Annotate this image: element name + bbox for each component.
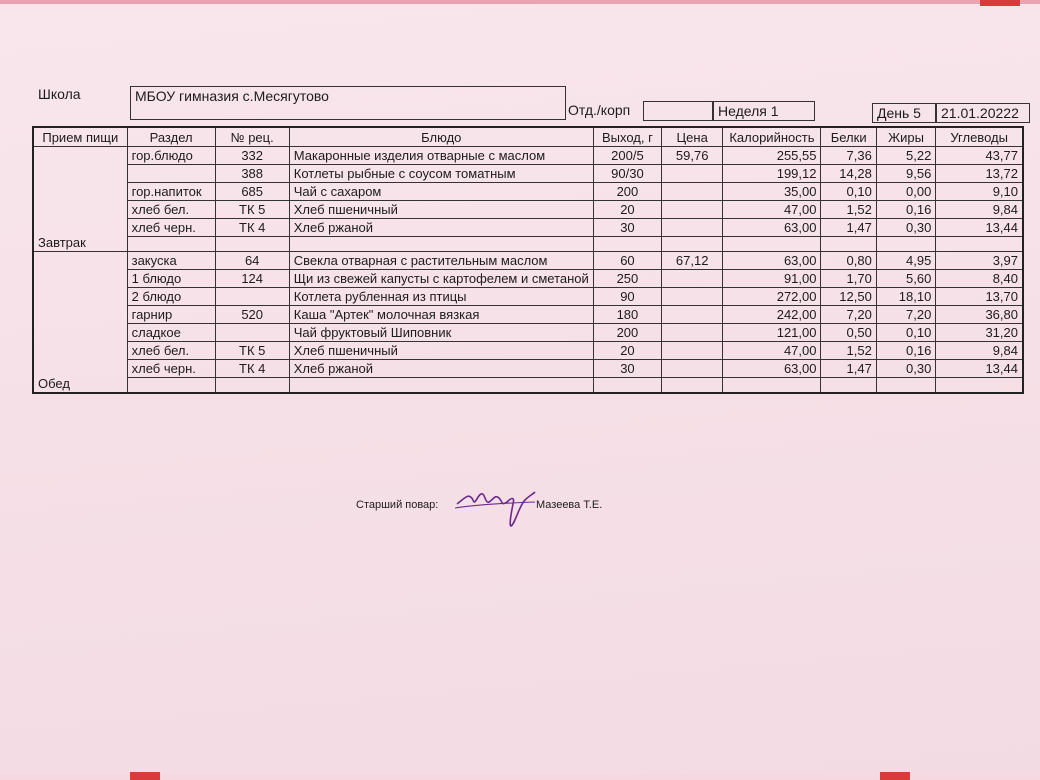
cell-recipe: ТК 4 [215, 360, 289, 378]
cell-recipe: 64 [215, 252, 289, 270]
cell-protein: 1,52 [821, 342, 876, 360]
meal-name: Завтрак [33, 147, 127, 252]
cell-price [662, 270, 723, 288]
cell-recipe: 332 [215, 147, 289, 165]
cell-section: 2 блюдо [127, 288, 215, 306]
cell-kcal: 63,00 [723, 219, 821, 237]
cell-section: гор.напиток [127, 183, 215, 201]
empty-cell [662, 378, 723, 394]
empty-cell [876, 237, 935, 252]
cell-price [662, 342, 723, 360]
cell-fat: 5,22 [876, 147, 935, 165]
cell-recipe: ТК 5 [215, 342, 289, 360]
empty-cell [289, 378, 593, 394]
table-row [33, 147, 1023, 165]
empty-cell [821, 237, 876, 252]
cell-yield: 200 [593, 183, 661, 201]
cell-price [662, 183, 723, 201]
cell-recipe: ТК 4 [215, 219, 289, 237]
table-row [33, 219, 1023, 237]
cell-kcal: 255,55 [723, 147, 821, 165]
cell-dish: Щи из свежей капусты с картофелем и сметаной [289, 270, 593, 288]
cell-carbs: 43,77 [936, 147, 1023, 165]
empty-cell [936, 378, 1023, 394]
empty-cell [821, 378, 876, 394]
cell-fat: 7,20 [876, 306, 935, 324]
empty-cell [593, 237, 661, 252]
empty-cell [723, 237, 821, 252]
empty-cell [936, 237, 1023, 252]
cell-protein: 0,80 [821, 252, 876, 270]
cell-protein: 7,36 [821, 147, 876, 165]
cell-recipe: ТК 5 [215, 201, 289, 219]
cell-fat: 4,95 [876, 252, 935, 270]
cell-recipe: 124 [215, 270, 289, 288]
cell-dish: Хлеб пшеничный [289, 201, 593, 219]
cell-kcal: 63,00 [723, 252, 821, 270]
table-row [33, 183, 1023, 201]
cell-fat: 0,10 [876, 324, 935, 342]
col-header: Прием пищи [33, 127, 127, 147]
cell-yield: 90 [593, 288, 661, 306]
cell-section: хлеб черн. [127, 360, 215, 378]
empty-cell [215, 378, 289, 394]
table-row [33, 324, 1023, 342]
cell-price: 67,12 [662, 252, 723, 270]
cell-fat: 0,16 [876, 201, 935, 219]
table-row [33, 252, 1023, 270]
cell-fat: 0,30 [876, 219, 935, 237]
cell-dish: Каша "Артек" молочная вязкая [289, 306, 593, 324]
cell-yield: 200 [593, 324, 661, 342]
spacer-row [33, 237, 1023, 252]
chef-label: Старший повар: [356, 499, 439, 511]
cell-protein: 1,47 [821, 219, 876, 237]
cell-yield: 250 [593, 270, 661, 288]
cell-yield: 30 [593, 219, 661, 237]
cell-price: 59,76 [662, 147, 723, 165]
cell-yield: 30 [593, 360, 661, 378]
tape-mark [980, 0, 1020, 6]
cell-carbs: 9,10 [936, 183, 1023, 201]
cell-section: гарнир [127, 306, 215, 324]
cell-yield: 20 [593, 201, 661, 219]
cell-price [662, 219, 723, 237]
cell-kcal: 35,00 [723, 183, 821, 201]
school-name-field [130, 86, 566, 120]
empty-cell [127, 378, 215, 394]
empty-cell [723, 378, 821, 394]
date-field: 21.01.20222 [936, 103, 1030, 123]
cell-yield: 200/5 [593, 147, 661, 165]
school-name: МБОУ гимназия с.Месягутово [135, 88, 329, 104]
cell-protein: 1,70 [821, 270, 876, 288]
table-row [33, 270, 1023, 288]
cell-kcal: 47,00 [723, 201, 821, 219]
cell-carbs: 13,44 [936, 360, 1023, 378]
cell-fat: 0,16 [876, 342, 935, 360]
cell-section: гор.блюдо [127, 147, 215, 165]
table-row [33, 201, 1023, 219]
cell-recipe: 388 [215, 165, 289, 183]
cell-dish: Свекла отварная с растительным маслом [289, 252, 593, 270]
cell-section: закуска [127, 252, 215, 270]
cell-price [662, 360, 723, 378]
cell-yield: 60 [593, 252, 661, 270]
cell-protein: 0,50 [821, 324, 876, 342]
col-header: Выход, г [593, 127, 661, 147]
cell-dish: Чай с сахаром [289, 183, 593, 201]
cell-dish: Хлеб ржаной [289, 219, 593, 237]
cell-kcal: 272,00 [723, 288, 821, 306]
cell-carbs: 9,84 [936, 342, 1023, 360]
cell-carbs: 36,80 [936, 306, 1023, 324]
empty-cell [876, 378, 935, 394]
cell-recipe [215, 288, 289, 306]
empty-cell [662, 237, 723, 252]
chef-name: Мазеева Т.Е. [536, 499, 603, 511]
cell-protein: 1,47 [821, 360, 876, 378]
cell-dish: Хлеб ржаной [289, 360, 593, 378]
cell-kcal: 199,12 [723, 165, 821, 183]
table-row [33, 342, 1023, 360]
cell-kcal: 63,00 [723, 360, 821, 378]
cell-protein: 7,20 [821, 306, 876, 324]
col-header: Жиры [876, 127, 935, 147]
cell-price [662, 288, 723, 306]
cell-carbs: 13,44 [936, 219, 1023, 237]
cell-yield: 90/30 [593, 165, 661, 183]
cell-carbs: 31,20 [936, 324, 1023, 342]
cell-recipe: 685 [215, 183, 289, 201]
cell-protein: 14,28 [821, 165, 876, 183]
empty-cell [593, 378, 661, 394]
day-field: День 5 [872, 103, 936, 123]
cell-carbs: 8,40 [936, 270, 1023, 288]
empty-cell [215, 237, 289, 252]
header-row [33, 127, 1023, 147]
week-field: Неделя 1 [713, 101, 815, 121]
meal-name: Обед [33, 252, 127, 394]
cell-section: сладкое [127, 324, 215, 342]
col-header: Раздел [127, 127, 215, 147]
cell-protein: 0,10 [821, 183, 876, 201]
cell-dish: Котлеты рыбные с соусом томатным [289, 165, 593, 183]
tape-mark [880, 772, 910, 780]
cell-price [662, 165, 723, 183]
cell-price [662, 306, 723, 324]
cell-price [662, 324, 723, 342]
cell-fat: 5,60 [876, 270, 935, 288]
col-header: Белки [821, 127, 876, 147]
cell-dish: Хлеб пшеничный [289, 342, 593, 360]
cell-section: хлеб черн. [127, 219, 215, 237]
cell-section [127, 165, 215, 183]
school-label: Школа [38, 86, 81, 102]
cell-fat: 9,56 [876, 165, 935, 183]
dept-field [643, 101, 713, 121]
cell-fat: 18,10 [876, 288, 935, 306]
menu-sheet [0, 4, 1040, 774]
cell-section: хлеб бел. [127, 342, 215, 360]
cell-carbs: 13,72 [936, 165, 1023, 183]
tape-mark [130, 772, 160, 780]
chef-signature [455, 486, 537, 532]
cell-recipe [215, 324, 289, 342]
table-row [33, 360, 1023, 378]
cell-dish: Котлета рубленная из птицы [289, 288, 593, 306]
cell-carbs: 9,84 [936, 201, 1023, 219]
cell-yield: 20 [593, 342, 661, 360]
cell-recipe: 520 [215, 306, 289, 324]
cell-kcal: 47,00 [723, 342, 821, 360]
cell-yield: 180 [593, 306, 661, 324]
cell-carbs: 3,97 [936, 252, 1023, 270]
dept-label: Отд./корп [568, 102, 631, 118]
col-header: Цена [662, 127, 723, 147]
col-header: Калорийность [723, 127, 821, 147]
col-header: Углеводы [936, 127, 1023, 147]
table-row [33, 165, 1023, 183]
cell-section: хлеб бел. [127, 201, 215, 219]
cell-protein: 1,52 [821, 201, 876, 219]
empty-cell [127, 237, 215, 252]
cell-dish: Макаронные изделия отварные с маслом [289, 147, 593, 165]
spacer-row [33, 378, 1023, 394]
cell-kcal: 121,00 [723, 324, 821, 342]
cell-carbs: 13,70 [936, 288, 1023, 306]
cell-section: 1 блюдо [127, 270, 215, 288]
col-header: Блюдо [289, 127, 593, 147]
cell-kcal: 242,00 [723, 306, 821, 324]
table-row [33, 288, 1023, 306]
table-row [33, 306, 1023, 324]
col-header: № рец. [215, 127, 289, 147]
cell-fat: 0,30 [876, 360, 935, 378]
empty-cell [289, 237, 593, 252]
cell-protein: 12,50 [821, 288, 876, 306]
cell-kcal: 91,00 [723, 270, 821, 288]
cell-price [662, 201, 723, 219]
menu-table [32, 126, 1024, 394]
cell-dish: Чай фруктовый Шиповник [289, 324, 593, 342]
cell-fat: 0,00 [876, 183, 935, 201]
